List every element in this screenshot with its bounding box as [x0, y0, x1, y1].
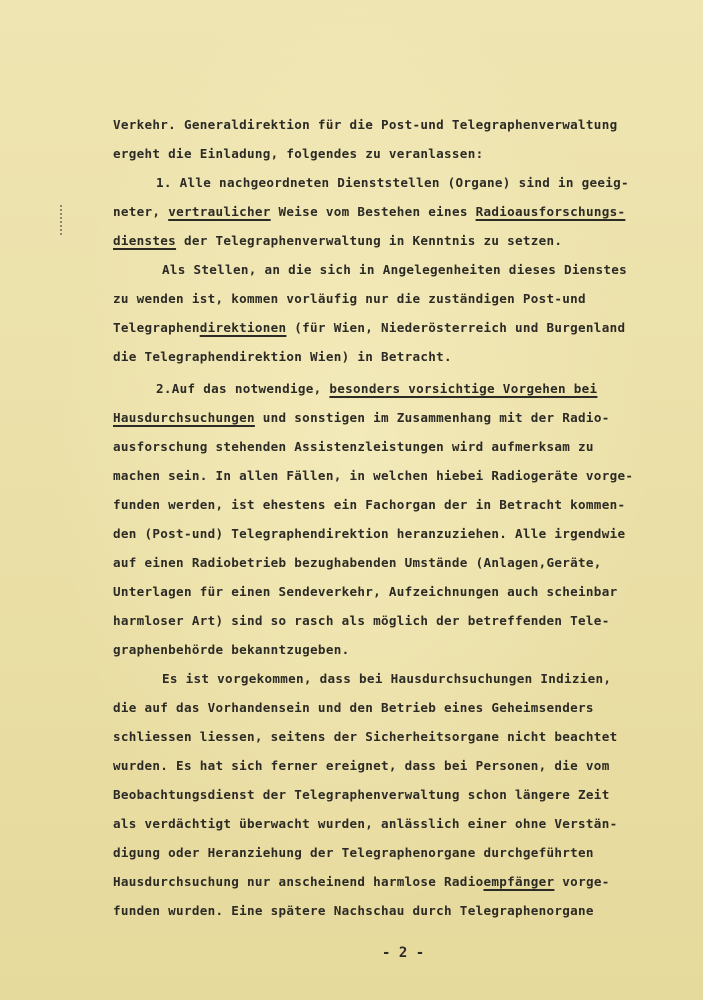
underlined-direktionen: direktionen	[199, 320, 287, 335]
text-line-27: Hausdurchsuchung nur anscheinend harmlose Radioempfänger vorge-	[113, 874, 610, 889]
text-line-21: die auf das Vorhandensein und den Betrieb eines Geheimsenders	[113, 700, 594, 715]
underlined-radioausforschungs: Radioausforschungs-	[475, 204, 626, 219]
text-line-7: zu wenden ist, kommen vorläufig nur die zuständigen Post-und	[113, 291, 586, 306]
text-line-2: ergeht die Einladung, folgendes zu veranlassen:	[113, 146, 484, 161]
margin-mark	[60, 205, 64, 235]
text-line-17: Unterlagen für einen Sendeverkehr, Aufzeichnungen auch scheinbar	[113, 584, 618, 599]
text-line-26: digung oder Heranziehung der Telegraphenorgane durchgeführten	[113, 845, 594, 860]
text-line-20: Es ist vorgekommen, dass bei Hausdurchsuchungen Indizien,	[162, 671, 612, 686]
text-line-16: auf einen Radiobetrieb bezughabenden Umstände (Anlagen,Geräte,	[113, 555, 602, 570]
text-line-10: 2.Auf das notwendige, besonders vorsichtige Vorgehen bei	[156, 381, 598, 396]
underlined-vertraulicher: vertraulicher	[168, 204, 271, 219]
underlined-hausdurchsuchungen: Hausdurchsuchungen	[113, 410, 255, 425]
text-line-12: ausforschung stehenden Assistenzleistungen wird aufmerksam zu	[113, 439, 594, 454]
page-number: - 2 -	[382, 945, 425, 961]
text-line-1: Verkehr. Generaldirektion für die Post-und Telegraphenverwaltung	[113, 117, 618, 132]
text-line-14: funden werden, ist ehestens ein Fachorgan der in Betracht kommen-	[113, 497, 626, 512]
text-line-24: Beobachtungsdienst der Telegraphenverwaltung schon längere Zeit	[113, 787, 610, 802]
text-line-23: wurden. Es hat sich ferner ereignet, dass bei Personen, die vom	[113, 758, 610, 773]
underlined-empfaenger: empfänger	[483, 874, 555, 889]
text-line-8: Telegraphendirektionen (für Wien, Niederösterreich und Burgenland	[113, 320, 626, 335]
text-line-25: als verdächtigt überwacht wurden, anlässlich einer ohne Verstän-	[113, 816, 618, 831]
text-line-6: Als Stellen, an die sich in Angelegenheiten dieses Dienstes	[162, 262, 628, 277]
underlined-besonders: besonders vorsichtige Vorgehen bei	[329, 381, 598, 396]
text-line-3: 1. Alle nachgeordneten Dienststellen (Organe) sind in geeig-	[156, 175, 629, 190]
text-line-5: dienstes der Telegraphenverwaltung in Kenntnis zu setzen.	[113, 233, 563, 248]
text-line-19: graphenbehörde bekanntzugeben.	[113, 642, 350, 657]
text-line-18: harmloser Art) sind so rasch als möglich der betreffenden Tele-	[113, 613, 610, 628]
text-line-9: die Telegraphendirektion Wien) in Betracht.	[113, 349, 452, 364]
text-line-4: neter, vertraulicher Weise vom Bestehen eines Radioausforschungs-	[113, 204, 626, 219]
text-line-13: machen sein. In allen Fällen, in welchen hiebei Radiogeräte vorge-	[113, 468, 634, 483]
text-line-15: den (Post-und) Telegraphendirektion heranzuziehen. Alle irgendwie	[113, 526, 626, 541]
underlined-dienstes: dienstes	[113, 233, 177, 248]
text-line-28: funden wurden. Eine spätere Nachschau durch Telegraphenorgane	[113, 903, 594, 918]
text-line-11: Hausdurchsuchungen und sonstigen im Zusammenhang mit der Radio-	[113, 410, 610, 425]
text-line-22: schliessen liessen, seitens der Sicherheitsorgane nicht beachtet	[113, 729, 618, 744]
